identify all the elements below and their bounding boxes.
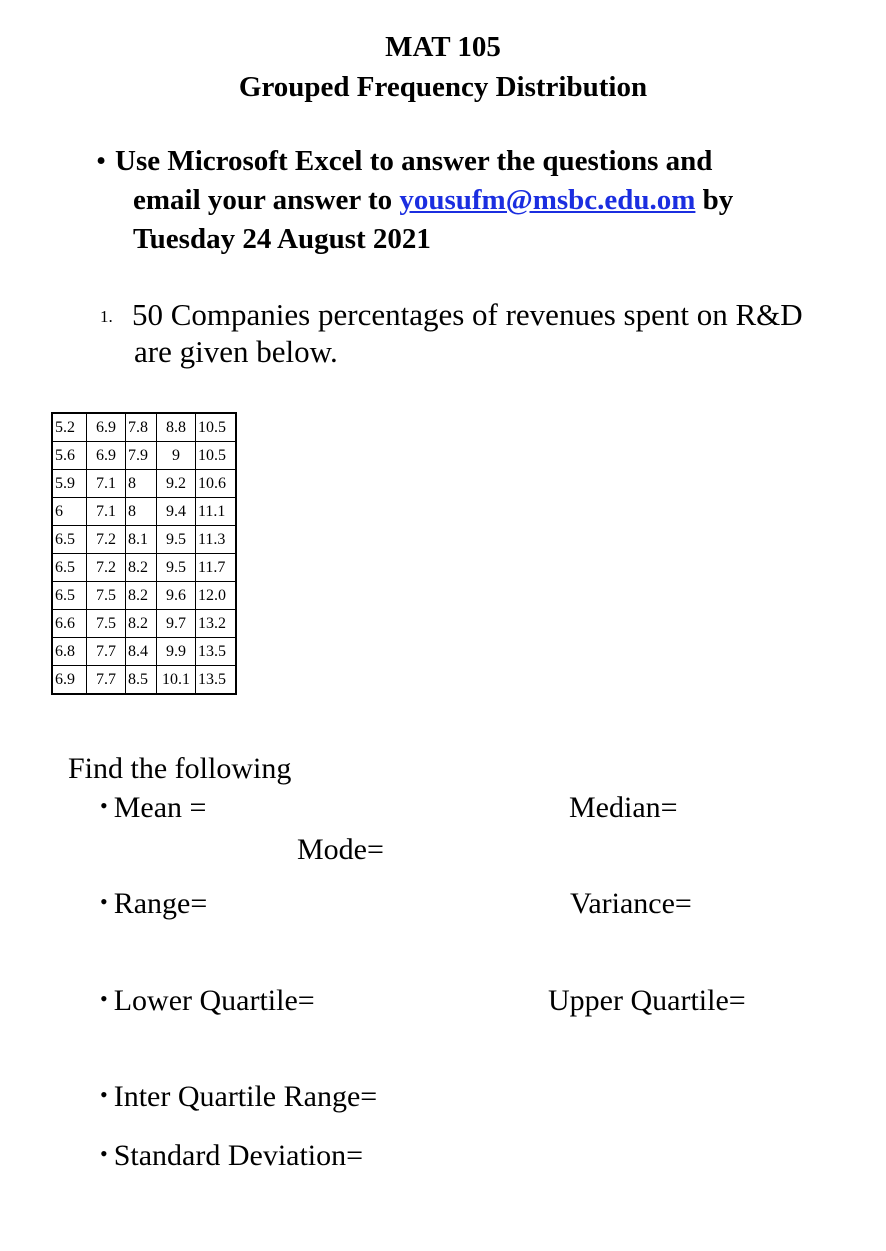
- range-label: Range=: [113, 887, 208, 920]
- table-cell: 7.5: [87, 610, 126, 638]
- table-cell: 6.9: [87, 413, 126, 442]
- lower-quartile-item: [100, 983, 315, 1021]
- question-line-1: 50 Companies percentages of revenues spent on R&D: [132, 297, 803, 332]
- instruction-line-2: [96, 181, 856, 220]
- median-label: Median=: [569, 791, 678, 824]
- bullet-icon: •: [100, 1141, 108, 1166]
- mean-label: Mean =: [113, 791, 207, 824]
- bullet-icon: •: [100, 793, 108, 818]
- mode-item: [297, 832, 384, 868]
- table-cell: 6: [52, 498, 87, 526]
- table-cell: 9: [157, 442, 196, 470]
- question-number: 1.: [100, 307, 113, 326]
- table-cell: 7.2: [87, 526, 126, 554]
- find-heading: Find the following: [68, 752, 292, 785]
- table-cell: 7.9: [126, 442, 157, 470]
- upper-quartile-item: [548, 983, 746, 1019]
- page-title: Grouped Frequency Distribution: [238, 71, 648, 103]
- lower-quartile-label: Lower Quartile=: [113, 984, 315, 1017]
- std-dev-item: [100, 1138, 363, 1176]
- table-row: [52, 498, 236, 526]
- table-cell: 8.5: [126, 666, 157, 695]
- table-cell: 6.9: [52, 666, 87, 695]
- table-cell: 13.5: [196, 666, 237, 695]
- question-block: [100, 296, 860, 370]
- table-cell: 7.1: [87, 470, 126, 498]
- table-cell: 7.7: [87, 638, 126, 666]
- table-cell: 8.2: [126, 554, 157, 582]
- bullet-icon: •: [100, 889, 108, 914]
- table-row: [52, 610, 236, 638]
- table-cell: 6.6: [52, 610, 87, 638]
- instruction-block: [96, 142, 856, 259]
- bullet-icon: •: [100, 1082, 108, 1107]
- table-cell: 5.9: [52, 470, 87, 498]
- variance-item: [570, 886, 692, 922]
- median-item: [569, 790, 678, 826]
- question-line-2: are given below.: [134, 334, 338, 369]
- table-row: [52, 554, 236, 582]
- table-cell: 7.7: [87, 666, 126, 695]
- instruction-line-3: Tuesday 24 August 2021: [133, 223, 431, 255]
- table-cell: 13.5: [196, 638, 237, 666]
- table-cell: 10.6: [196, 470, 237, 498]
- iqr-item: [100, 1079, 377, 1117]
- range-item: [100, 886, 207, 924]
- table-cell: 7.8: [126, 413, 157, 442]
- table-cell: 7.1: [87, 498, 126, 526]
- table-cell: 8.2: [126, 610, 157, 638]
- table-row: [52, 582, 236, 610]
- upper-quartile-label: Upper Quartile=: [548, 984, 746, 1017]
- table-cell: 8: [126, 498, 157, 526]
- table-cell: 6.5: [52, 554, 87, 582]
- table-cell: 8.8: [157, 413, 196, 442]
- table-cell: 10.1: [157, 666, 196, 695]
- table-cell: 11.1: [196, 498, 237, 526]
- table-cell: 6.8: [52, 638, 87, 666]
- table-row: [52, 638, 236, 666]
- instruction-line-1: Use Microsoft Excel to answer the questions and: [115, 145, 713, 177]
- table-cell: 12.0: [196, 582, 237, 610]
- email-link[interactable]: yousufm@msbc.edu.om: [399, 184, 696, 216]
- instruction-email-suffix: by: [695, 184, 734, 216]
- table-row: [52, 526, 236, 554]
- table-cell: 8.1: [126, 526, 157, 554]
- table-row: [52, 666, 236, 695]
- table-row: [52, 413, 236, 442]
- bullet-icon: •: [100, 986, 108, 1011]
- table-cell: 9.9: [157, 638, 196, 666]
- table-cell: 10.5: [196, 442, 237, 470]
- course-title: MAT 105: [385, 31, 501, 63]
- table-cell: 8: [126, 470, 157, 498]
- table-cell: 9.4: [157, 498, 196, 526]
- bullet-icon: •: [96, 145, 107, 177]
- table-cell: 6.5: [52, 526, 87, 554]
- table-cell: 9.5: [157, 526, 196, 554]
- variance-label: Variance=: [570, 887, 692, 920]
- mean-item: [100, 790, 206, 828]
- table-cell: 9.2: [157, 470, 196, 498]
- table-row: [52, 442, 236, 470]
- table-cell: 6.9: [87, 442, 126, 470]
- table-cell: 9.5: [157, 554, 196, 582]
- table-cell: 7.5: [87, 582, 126, 610]
- table-row: [52, 470, 236, 498]
- iqr-label: Inter Quartile Range=: [113, 1080, 378, 1113]
- table-cell: 8.4: [126, 638, 157, 666]
- table-cell: 5.2: [52, 413, 87, 442]
- table-cell: 6.5: [52, 582, 87, 610]
- table-cell: 11.3: [196, 526, 237, 554]
- table-cell: 13.2: [196, 610, 237, 638]
- table-cell: 8.2: [126, 582, 157, 610]
- std-dev-label: Standard Deviation=: [113, 1139, 364, 1172]
- table-cell: 7.2: [87, 554, 126, 582]
- table-cell: 10.5: [196, 413, 237, 442]
- mode-label: Mode=: [297, 833, 384, 866]
- table-cell: 9.7: [157, 610, 196, 638]
- instruction-email-prefix: email your answer to: [133, 184, 400, 216]
- data-table: [51, 412, 237, 695]
- table-cell: 5.6: [52, 442, 87, 470]
- table-cell: 9.6: [157, 582, 196, 610]
- table-cell: 11.7: [196, 554, 237, 582]
